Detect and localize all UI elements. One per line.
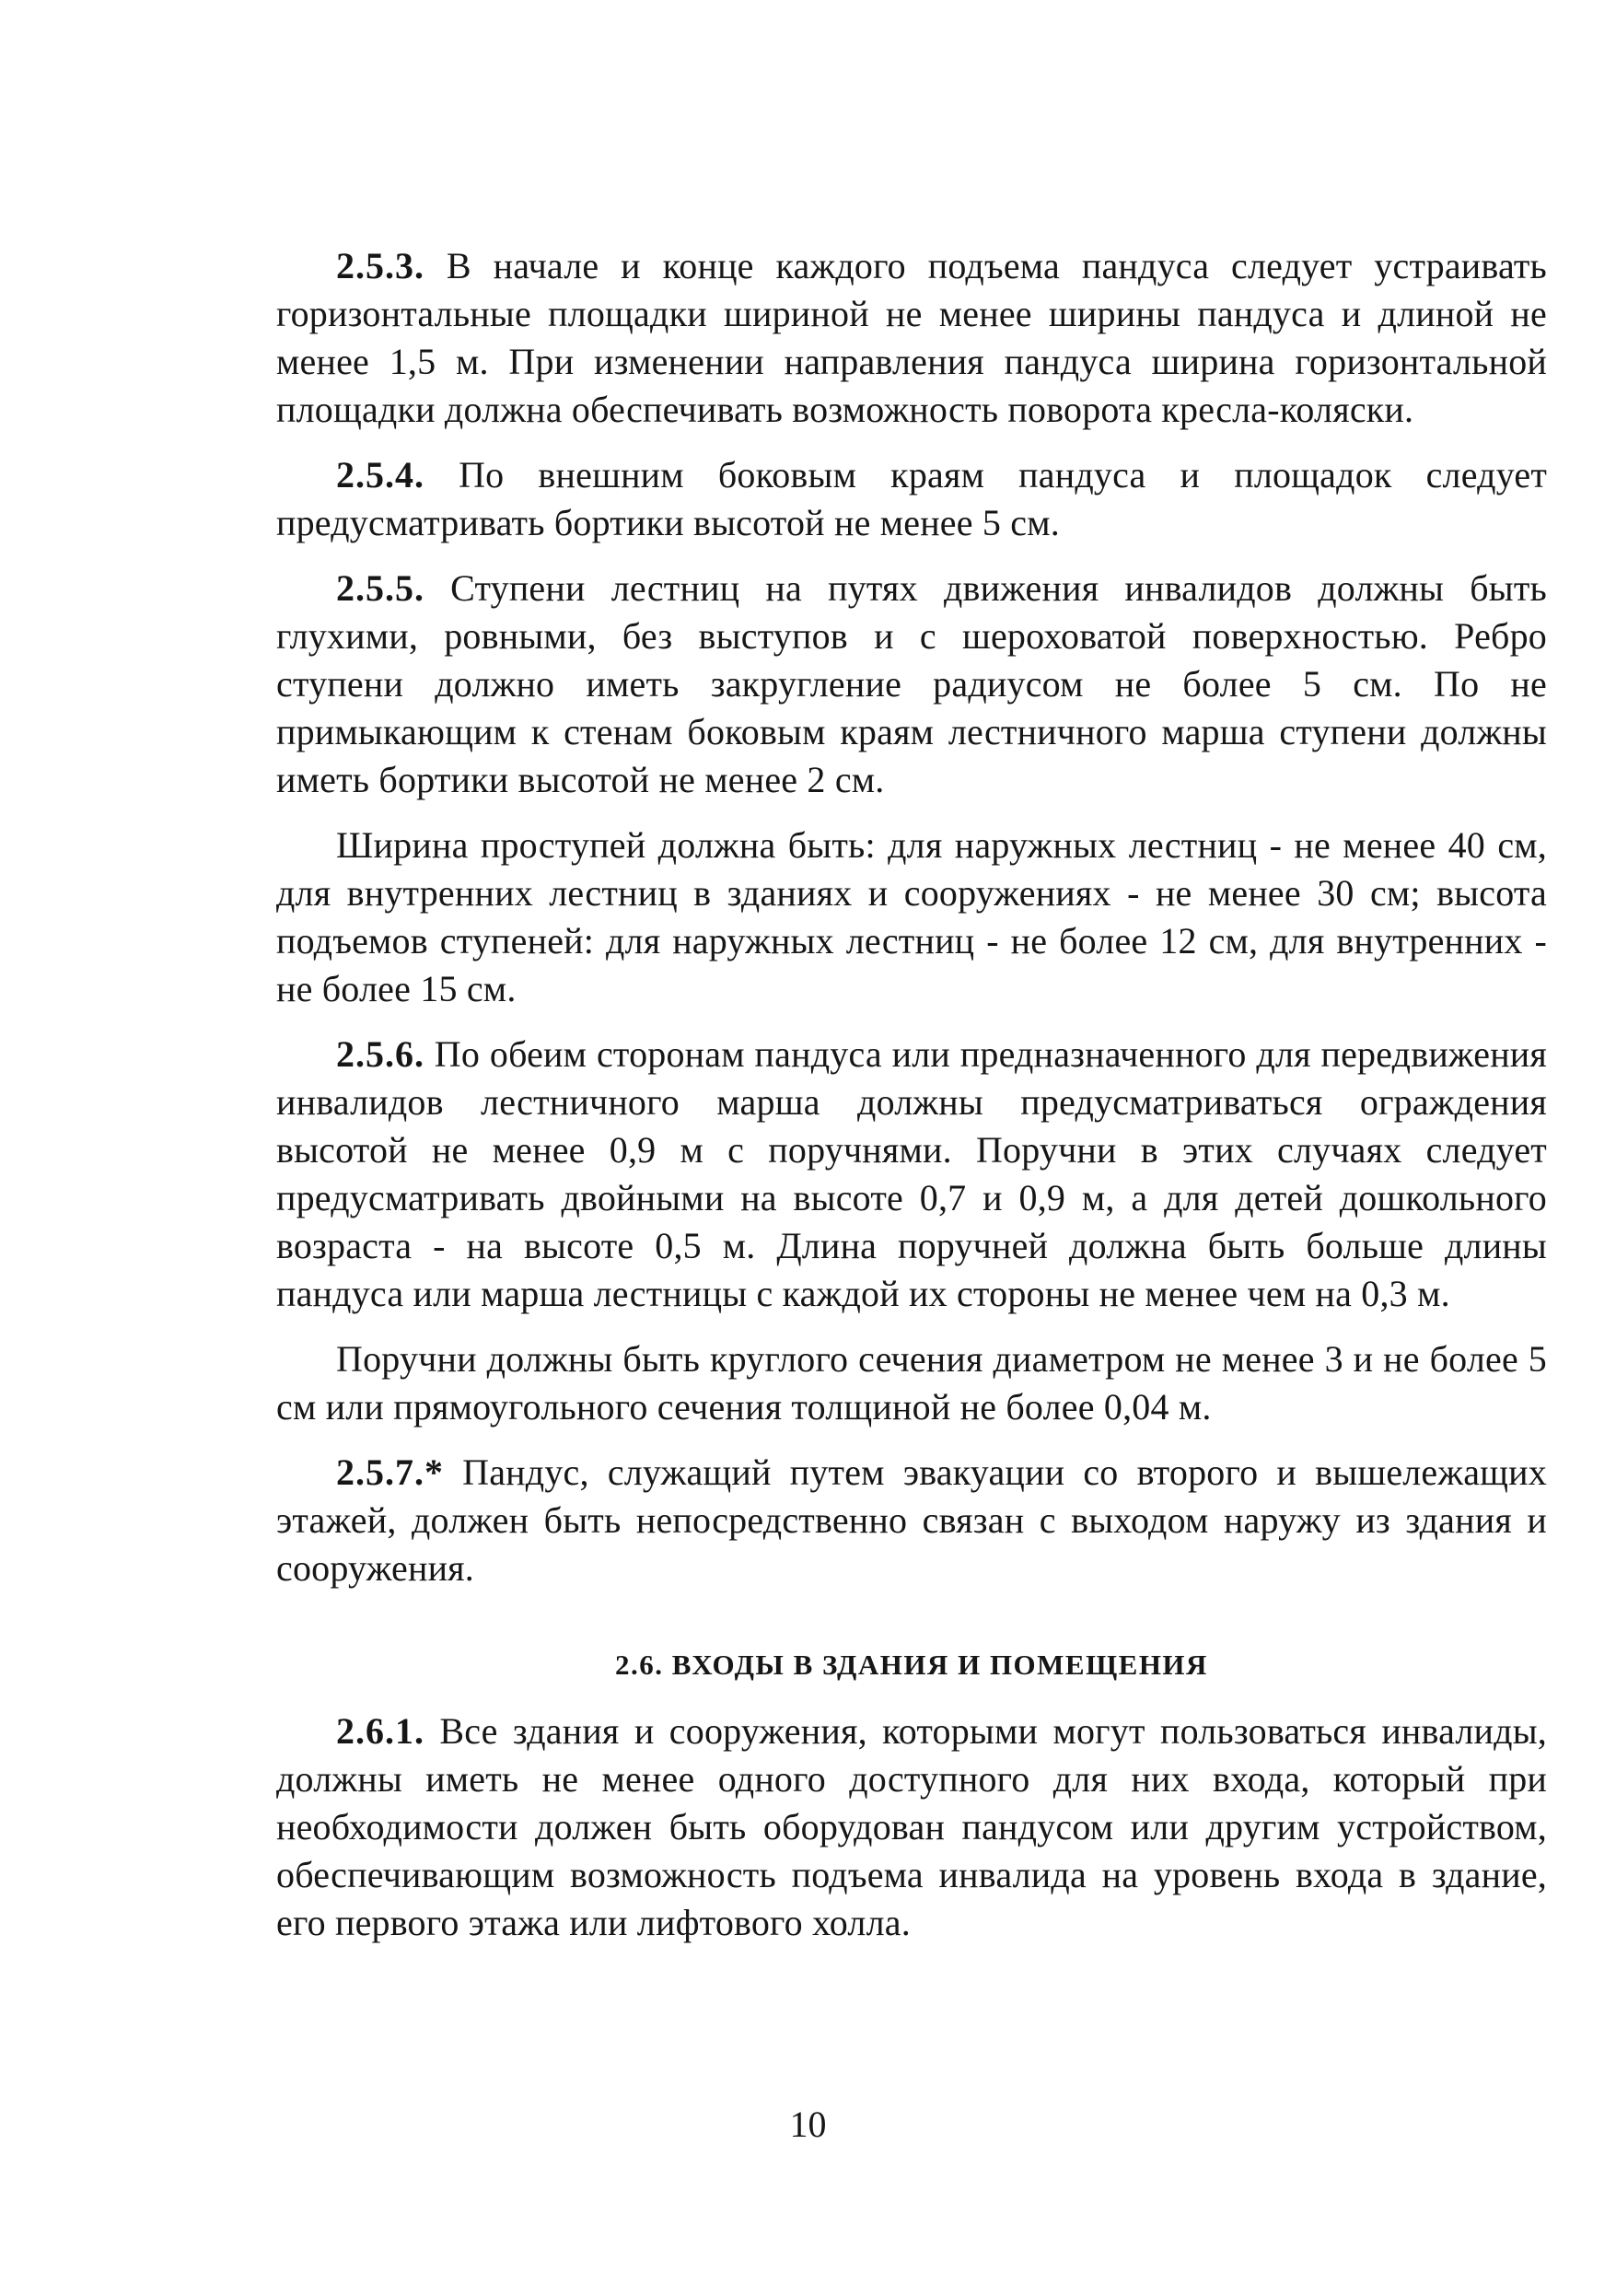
paragraph-text: Ступени лестниц на путях движения инвалидов должны быть глухими, ровными, без выступов и с шероховатой поверхностью. Ребро ступени должно иметь закругление радиусом не более 5 см. По не примыкающим к стенам боковым краям лестничного марша ступени должны иметь бортики высотой не менее 2 см.: [276, 567, 1547, 800]
clause-number: 2.5.4.: [336, 454, 424, 495]
paragraph-2-5-6-continued: [276, 1335, 1547, 1431]
clause-number: 2.5.6.: [336, 1033, 424, 1075]
paragraph-text: В начале и конце каждого подъема пандуса следует устраивать горизонтальные площадки шириной не менее ширины пандуса и длиной не менее 1,5 м. При изменении направления пандуса ширина горизонтальной площадки должна обеспечивать возможность поворота кресла-коляски.: [276, 245, 1547, 430]
paragraphs-after-section: [276, 1707, 1547, 1947]
paragraph-text: Пандус, служащий путем эвакуации со второго и вышележащих этажей, должен быть непосредственно связан с выходом наружу из здания и сооружения.: [276, 1451, 1547, 1589]
clause-number: 2.6.1.: [336, 1710, 424, 1752]
paragraph-text: По внешним боковым краям пандуса и площадок следует предусматривать бортики высотой не менее 5 см.: [276, 454, 1547, 543]
paragraph-text: По обеим сторонам пандуса или предназначенного для передвижения инвалидов лестничного марша должны предусматриваться ограждения высотой не менее 0,9 м с поручнями. Поручни в этих случаях следует предусматривать двойными на высоте 0,7 и 0,9 м, а для детей дошкольного возраста - на высоте 0,5 м. Длина поручней должна быть больше длины пандуса или марша лестницы с каждой их стороны не менее чем на 0,3 м.: [276, 1033, 1547, 1314]
clause-number: 2.5.7.*: [336, 1451, 444, 1493]
clause-number: 2.5.3.: [336, 245, 424, 286]
paragraph-text: Поручни должны быть круглого сечения диаметром не менее 3 и не более 5 см или прямоугольного сечения толщиной не более 0,04 м.: [276, 1338, 1547, 1428]
section-heading: 2.6. ВХОДЫ В ЗДАНИЯ И ПОМЕЩЕНИЯ: [615, 1649, 1208, 1681]
page-number: 10: [789, 2104, 827, 2145]
paragraphs-before-section: [276, 242, 1547, 1592]
paragraph-2-5-4: [276, 451, 1547, 547]
paragraph-2-5-6: [276, 1031, 1547, 1318]
paragraph-2-5-5-continued: [276, 822, 1547, 1013]
paragraph-text: Все здания и сооружения, которыми могут пользоваться инвалиды, должны иметь не менее одного доступного для них входа, который при необходимости должен быть оборудован пандусом или другим устройством, обеспечивающим возможность подъема инвалида на уровень входа в здание, его первого этажа или лифтового холла.: [276, 1710, 1547, 1943]
clause-number: 2.5.5.: [336, 567, 424, 609]
paragraph-2-5-5: [276, 565, 1547, 804]
document-page: [276, 242, 1547, 1947]
paragraph-text: Ширина проступей должна быть: для наружных лестниц - не менее 40 см, для внутренних лестниц в зданиях и сооружениях - не менее 30 см; высота подъемов ступеней: для наружных лестниц - не более 12 см, для внутренних - не более 15 см.: [276, 824, 1547, 1009]
paragraph-2-5-7: [276, 1449, 1547, 1592]
paragraph-2-6-1: [276, 1707, 1547, 1947]
paragraph-2-5-3: [276, 242, 1547, 434]
